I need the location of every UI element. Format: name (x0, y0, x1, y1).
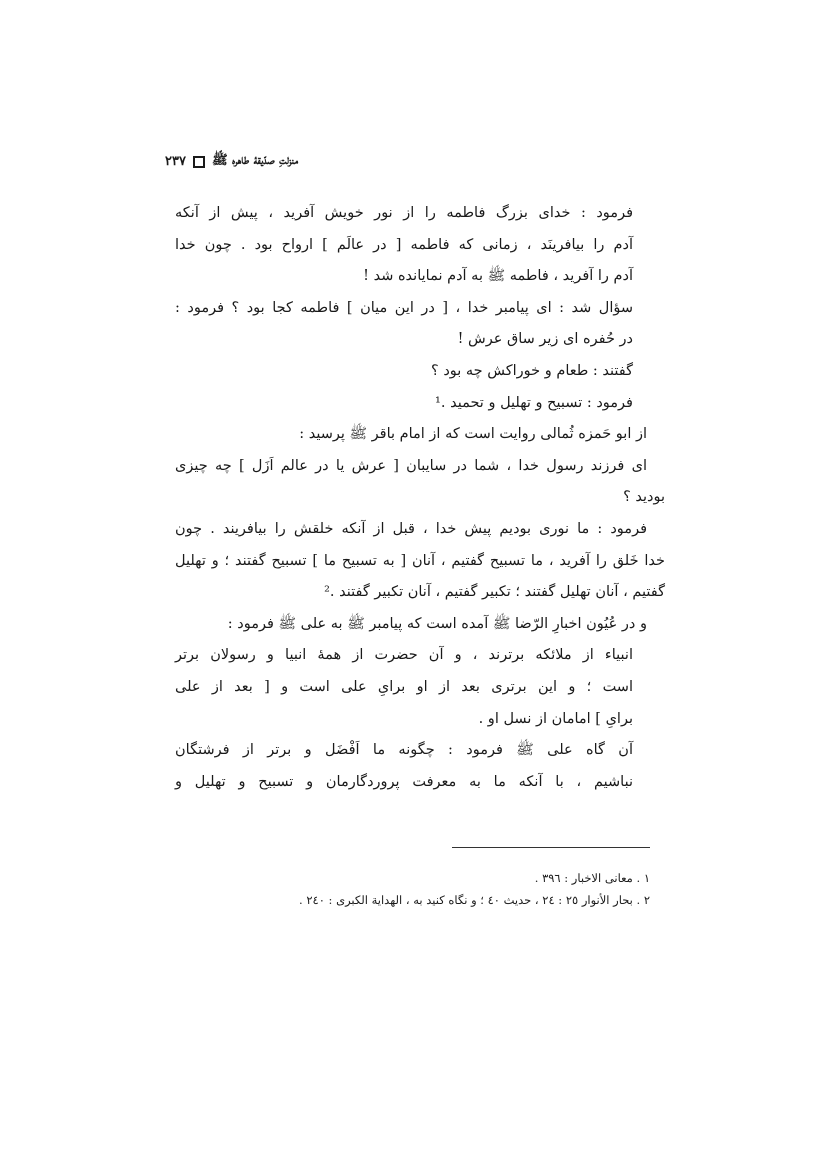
text-line: است ؛ و این برتری بعد از او برایِ علی است و [ بعد از علی (175, 678, 633, 695)
text-line: از ابو حَمزه ثُمالی روایت است که از امام باقر ﷺ پرسید : (299, 426, 647, 443)
footnote-separator (452, 847, 650, 848)
text-line: آدم را بیافرینَد ، زمانی که فاطمه [ در عالَم ] ارواح بود . چون خدا (175, 236, 633, 253)
footnote: ١ . معانی الاخبار : ٣٩٦ . (534, 871, 650, 885)
text-line: فرمود : خدای بزرگ فاطمه را از نور خویش آفرید ، پیش از آنکه (175, 205, 633, 221)
text-line: گفتند : طعام و خوراکش چه بود ؟ (431, 362, 633, 379)
text-line: و در عُیُون اخبارِ الرّضا ﷺ آمده است که پیامبر ﷺ به علی ﷺ فرمود : (227, 615, 647, 632)
text-line: آدم را آفرید ، فاطمه ﷺ به آدم نمایانده شد ! (363, 268, 633, 285)
body-text (175, 198, 665, 798)
text-line: خدا خَلق را آفرید ، ما تسبیح گفتیم ، آنان [ به تسبیح ما ] تسبیح گفتند ؛ و تهلیل (175, 552, 665, 569)
text-line: انبیاء از ملائکه برترند ، و آن حضرت از همهٔ انبیا و رسولان برتر (175, 647, 633, 664)
running-header (165, 152, 365, 171)
footnote: ٢ . بحار الأنوار ٢٥ : ٢٤ ، حدیث ٤٠ ؛ و نگاه کنید به ، الهدایة الکبری : ٢٤٠ . (299, 893, 650, 907)
text-line: گفتیم ، آنان تهلیل گفتند ؛ تکبیر گفتیم ، آنان تکبیر گفتند .² (324, 584, 665, 601)
text-line: در حُفره ای زیر ساق عرش ! (457, 331, 633, 348)
text-line: فرمود : تسبیح و تهلیل و تحمید .¹ (435, 394, 633, 411)
text-line: بودید ؟ (623, 489, 665, 506)
text-line: ای فرزند رسول خدا ، شما در سایبان [ عرش یا در عالم اَزَل ] چه چیزی (175, 457, 647, 474)
square-ornament-icon (193, 156, 205, 168)
page-number: ٢٣٧ (165, 154, 186, 169)
text-line: فرمود : ما نوری بودیم پیش خدا ، قبل از آنکه خلقش را بیافریند . چون (175, 520, 647, 537)
text-line: سؤال شد : ای پیامبر خدا ، [ در این میان ] فاطمه کجا بود ؟ فرمود : (175, 299, 633, 316)
chapter-title: منزلتِ صدّيقهٔ طاهره ﷺ (211, 153, 299, 168)
text-line: برایِ ] امامان از نسل او . (478, 710, 633, 727)
text-line: نباشیم ، با آنکه ما به معرفت پروردگارمان و تسبیح و تهلیل و (175, 773, 633, 790)
text-line: آن گاه علی ﷺ فرمود : چگونه ما اَفْضَل و برتر از فرشتگان (175, 742, 633, 759)
